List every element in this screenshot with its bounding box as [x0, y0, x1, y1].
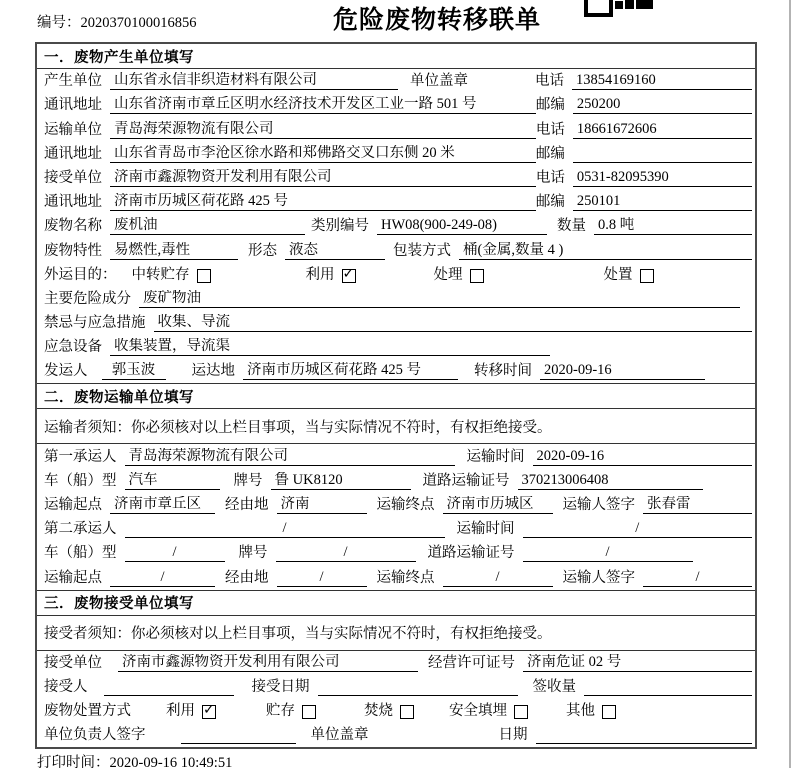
- dispatcher-value: 郭玉波: [102, 362, 166, 380]
- route2-end-value: /: [443, 569, 553, 587]
- form-label: 形态: [248, 242, 277, 259]
- accept-date-label: 接受日期: [251, 678, 310, 695]
- equipment-label: 应急设备: [44, 339, 102, 356]
- carrier1-time-value: 2020-09-16: [533, 448, 753, 466]
- row-recipient: [37, 675, 755, 699]
- option-label: 中转贮存: [131, 266, 190, 283]
- sign-date-value: [536, 727, 753, 744]
- disposal-option-store: [266, 703, 316, 720]
- disposal-option-landfill: [449, 703, 528, 720]
- license1-label: 道路运输证号: [422, 472, 510, 489]
- print-time: [37, 751, 232, 768]
- transporter-address-label: 通讯地址: [44, 145, 102, 162]
- hazard-value: 废矿物油: [139, 290, 740, 308]
- checkbox-transfer-storage-icon: [197, 269, 211, 283]
- accept-unit-value: 济南市鑫源物资开发利用有限公司: [118, 654, 418, 672]
- checkbox-landfill-icon: [514, 705, 528, 719]
- option-label: 安全填埋: [449, 703, 507, 720]
- pack-label: 包装方式: [393, 242, 451, 259]
- producer-label: 产生单位: [44, 73, 102, 90]
- route1-sign-value: 张春雷: [643, 496, 752, 514]
- page-title: 危险废物转移联单: [333, 6, 542, 34]
- waste-code-label: 类别编号: [311, 218, 369, 235]
- receiver-phone-value: 0531-82095390: [573, 169, 752, 187]
- option-label: 处置: [603, 266, 633, 283]
- row-carrier1: [37, 444, 755, 468]
- transporter-zip-value: [573, 146, 752, 163]
- checkbox-treat-icon: [470, 269, 484, 283]
- option-label: 其他: [566, 703, 595, 720]
- license2-value: /: [523, 544, 693, 562]
- serial-value: 2020370100016856: [80, 15, 197, 31]
- checkbox-other-icon: [602, 705, 616, 719]
- page-edge-line: [789, 0, 791, 768]
- row-vehicle2: [37, 541, 755, 565]
- plate1-label: 牌号: [233, 472, 263, 489]
- carrier1-label: 第一承运人: [44, 448, 117, 465]
- purpose-option-treat: [434, 267, 484, 284]
- responsible-sign-value: [181, 727, 296, 744]
- purpose-option-dispose: [604, 267, 654, 284]
- plate2-value: /: [276, 544, 416, 562]
- producer-phone-value: 13854169160: [572, 72, 752, 90]
- license1-value: 370213006408: [518, 472, 703, 490]
- vehicle1-value: 汽车: [125, 472, 220, 490]
- transporter-phone-label: 电话: [535, 121, 565, 138]
- row-emergency: [37, 311, 755, 335]
- transfer-time-value: 2020-09-16: [540, 362, 705, 380]
- plate1-value: 鲁 UK8120: [271, 472, 411, 490]
- route2-via-label: 经由地: [225, 569, 269, 586]
- row-route1: [37, 493, 755, 517]
- checkbox-utilize2-icon: [202, 705, 216, 719]
- unit-seal-label: 单位盖章: [310, 727, 369, 744]
- receiver-zip-value: 250101: [573, 193, 752, 211]
- responsible-sign-label: 单位负责人签字: [44, 727, 146, 744]
- row-accept-unit: [37, 651, 755, 675]
- row-transporter-address: [37, 142, 755, 166]
- producer-zip-label: 邮编: [535, 97, 565, 114]
- disposal-label: 废物处置方式: [44, 703, 131, 720]
- option-label: 处理: [433, 266, 463, 283]
- route1-via-value: 济南: [277, 496, 367, 514]
- row-vehicle1: [37, 469, 755, 493]
- route2-start-label: 运输起点: [44, 569, 102, 586]
- row-responsible-sign: [37, 723, 755, 747]
- qr-block: [636, 0, 653, 9]
- carrier1-value: 青岛海荣源物流有限公司: [125, 448, 455, 466]
- checkbox-incinerate-icon: [400, 705, 414, 719]
- route2-sign-label: 运输人签字: [562, 569, 635, 586]
- section2-title: 二．废物运输单位填写: [37, 383, 755, 409]
- option-label: 利用: [166, 703, 195, 720]
- producer-value: 山东省永信非织造材料有限公司: [110, 72, 398, 90]
- pack-value: 桶(金属,数量 4 ): [459, 242, 752, 260]
- row-purpose: [37, 263, 755, 287]
- row-transporter: [37, 117, 755, 141]
- transporter-value: 青岛海荣源物流有限公司: [110, 121, 536, 139]
- purpose-option-transfer-storage: [132, 267, 211, 284]
- option-label: 利用: [305, 266, 335, 283]
- qr-finder-icon: [584, 0, 613, 17]
- route1-start-value: 济南市章丘区: [110, 496, 215, 514]
- option-label: 焚烧: [364, 703, 393, 720]
- section3-title: 三．废物接受单位填写: [37, 590, 755, 616]
- carrier2-time-label: 运输时间: [456, 521, 515, 538]
- character-label: 废物特性: [44, 242, 102, 259]
- receiver-value: 济南市鑫源物资开发利用有限公司: [110, 169, 536, 187]
- emergency-label: 禁忌与应急措施: [44, 315, 146, 332]
- route1-sign-label: 运输人签字: [562, 497, 635, 513]
- serial-label: 编号：: [37, 15, 81, 31]
- route2-start-value: /: [110, 569, 215, 587]
- equipment-value: 收集装置，导流渠: [110, 338, 550, 356]
- transporter-phone-value: 18661672606: [573, 121, 752, 139]
- waste-name-label: 废物名称: [44, 218, 102, 235]
- producer-phone-label: 电话: [535, 73, 564, 90]
- purpose-label: 外运目的：: [44, 266, 117, 283]
- form-box: [35, 42, 757, 749]
- emergency-value: 收集、导流: [154, 314, 753, 332]
- row-hazard: [37, 287, 755, 311]
- row-receiver-address: [37, 190, 755, 214]
- permit-value: 济南危证 02 号: [523, 654, 752, 672]
- transporter-zip-label: 邮编: [535, 145, 565, 162]
- row-receiver: [37, 166, 755, 190]
- accept-date-value: [318, 679, 518, 696]
- row-disposal: [37, 699, 755, 723]
- row-producer: [37, 69, 755, 93]
- dispatcher-label: 发运人: [44, 363, 88, 380]
- recipient-label: 接受人: [44, 678, 88, 695]
- plate2-label: 牌号: [238, 545, 268, 562]
- waste-code-value: HW08(900-249-08): [377, 217, 547, 235]
- row-waste-name: [37, 214, 755, 238]
- receiver-label: 接受单位: [44, 169, 102, 186]
- hazard-label: 主要危险成分: [44, 290, 131, 307]
- carrier1-time-label: 运输时间: [466, 448, 525, 465]
- purpose-option-utilize: [306, 267, 356, 284]
- producer-zip-value: 250200: [573, 96, 752, 114]
- character-value: 易燃性,毒性: [110, 242, 238, 260]
- row-route2: [37, 565, 755, 589]
- seal-label: 单位盖章: [410, 73, 468, 90]
- qr-block: [615, 1, 623, 9]
- received-amount-label: 签收量: [532, 678, 576, 695]
- qr-block: [625, 0, 634, 9]
- license2-label: 道路运输证号: [427, 545, 515, 562]
- disposal-option-utilize: [166, 703, 216, 720]
- disposal-option-incinerate: [364, 703, 414, 720]
- destination-value: 济南市历城区荷花路 425 号: [243, 362, 458, 380]
- route2-end-label: 运输终点: [376, 569, 435, 586]
- print-time-value: 2020-09-16 10:49:51: [109, 755, 233, 768]
- transporter-address-value: 山东省青岛市李沧区徐水路和郑佛路交叉口东侧 20 米: [110, 145, 536, 163]
- transporter-label: 运输单位: [44, 121, 102, 138]
- row-equipment: [37, 335, 755, 359]
- sign-date-label: 日期: [498, 727, 528, 744]
- received-amount-value: [584, 679, 752, 696]
- checkbox-dispose-icon: [640, 269, 654, 283]
- route1-end-label: 运输终点: [376, 497, 435, 513]
- carrier2-time-value: /: [523, 520, 753, 538]
- row-producer-address: [37, 93, 755, 117]
- print-time-label: 打印时间：: [37, 755, 110, 768]
- checkbox-store-icon: [302, 705, 316, 719]
- vehicle2-label: 车（船）型: [44, 545, 117, 562]
- destination-label: 运达地: [191, 363, 235, 380]
- section2-notice: 运输者须知：你必须核对以上栏目事项，当与实际情况不符时，有权拒绝接受。: [37, 409, 755, 444]
- row-waste-character: [37, 238, 755, 262]
- disposal-option-other: [566, 703, 616, 720]
- vehicle2-value: /: [125, 544, 225, 562]
- receiver-phone-label: 电话: [535, 169, 565, 186]
- accept-unit-label: 接受单位: [44, 654, 102, 671]
- section1-title: 一．废物产生单位填写: [37, 44, 755, 69]
- producer-address-label: 通讯地址: [44, 97, 102, 114]
- route1-via-label: 经由地: [225, 497, 269, 513]
- row-carrier2: [37, 517, 755, 541]
- waste-qty-label: 数量: [557, 218, 586, 235]
- row-dispatch: [37, 359, 755, 383]
- receiver-address-label: 通讯地址: [44, 194, 102, 211]
- carrier2-label: 第二承运人: [44, 521, 117, 538]
- permit-label: 经营许可证号: [428, 654, 515, 671]
- producer-address-value: 山东省济南市章丘区明水经济技术开发区工业一路 501 号: [110, 96, 536, 114]
- route1-end-value: 济南市历城区: [443, 496, 553, 514]
- option-label: 贮存: [266, 703, 295, 720]
- receiver-address-value: 济南市历城区荷花路 425 号: [110, 193, 536, 211]
- vehicle1-label: 车（船）型: [44, 472, 117, 489]
- checkbox-utilize-icon: [342, 269, 356, 283]
- waste-name-value: 废机油: [110, 217, 305, 235]
- receiver-zip-label: 邮编: [535, 194, 565, 211]
- route2-sign-value: /: [643, 569, 752, 587]
- transfer-time-label: 转移时间: [474, 363, 532, 380]
- qr-code-fragment: [584, 0, 658, 12]
- carrier2-value: /: [125, 520, 445, 538]
- serial-number: [37, 11, 197, 32]
- recipient-value: [104, 679, 234, 696]
- section3-notice: 接受者须知：你必须核对以上栏目事项，当与实际情况不符时，有权拒绝接受。: [37, 616, 755, 651]
- route2-via-value: /: [277, 569, 367, 587]
- route1-start-label: 运输起点: [44, 497, 102, 513]
- form-value: 液态: [285, 242, 385, 260]
- waste-qty-value: 0.8 吨: [594, 217, 752, 235]
